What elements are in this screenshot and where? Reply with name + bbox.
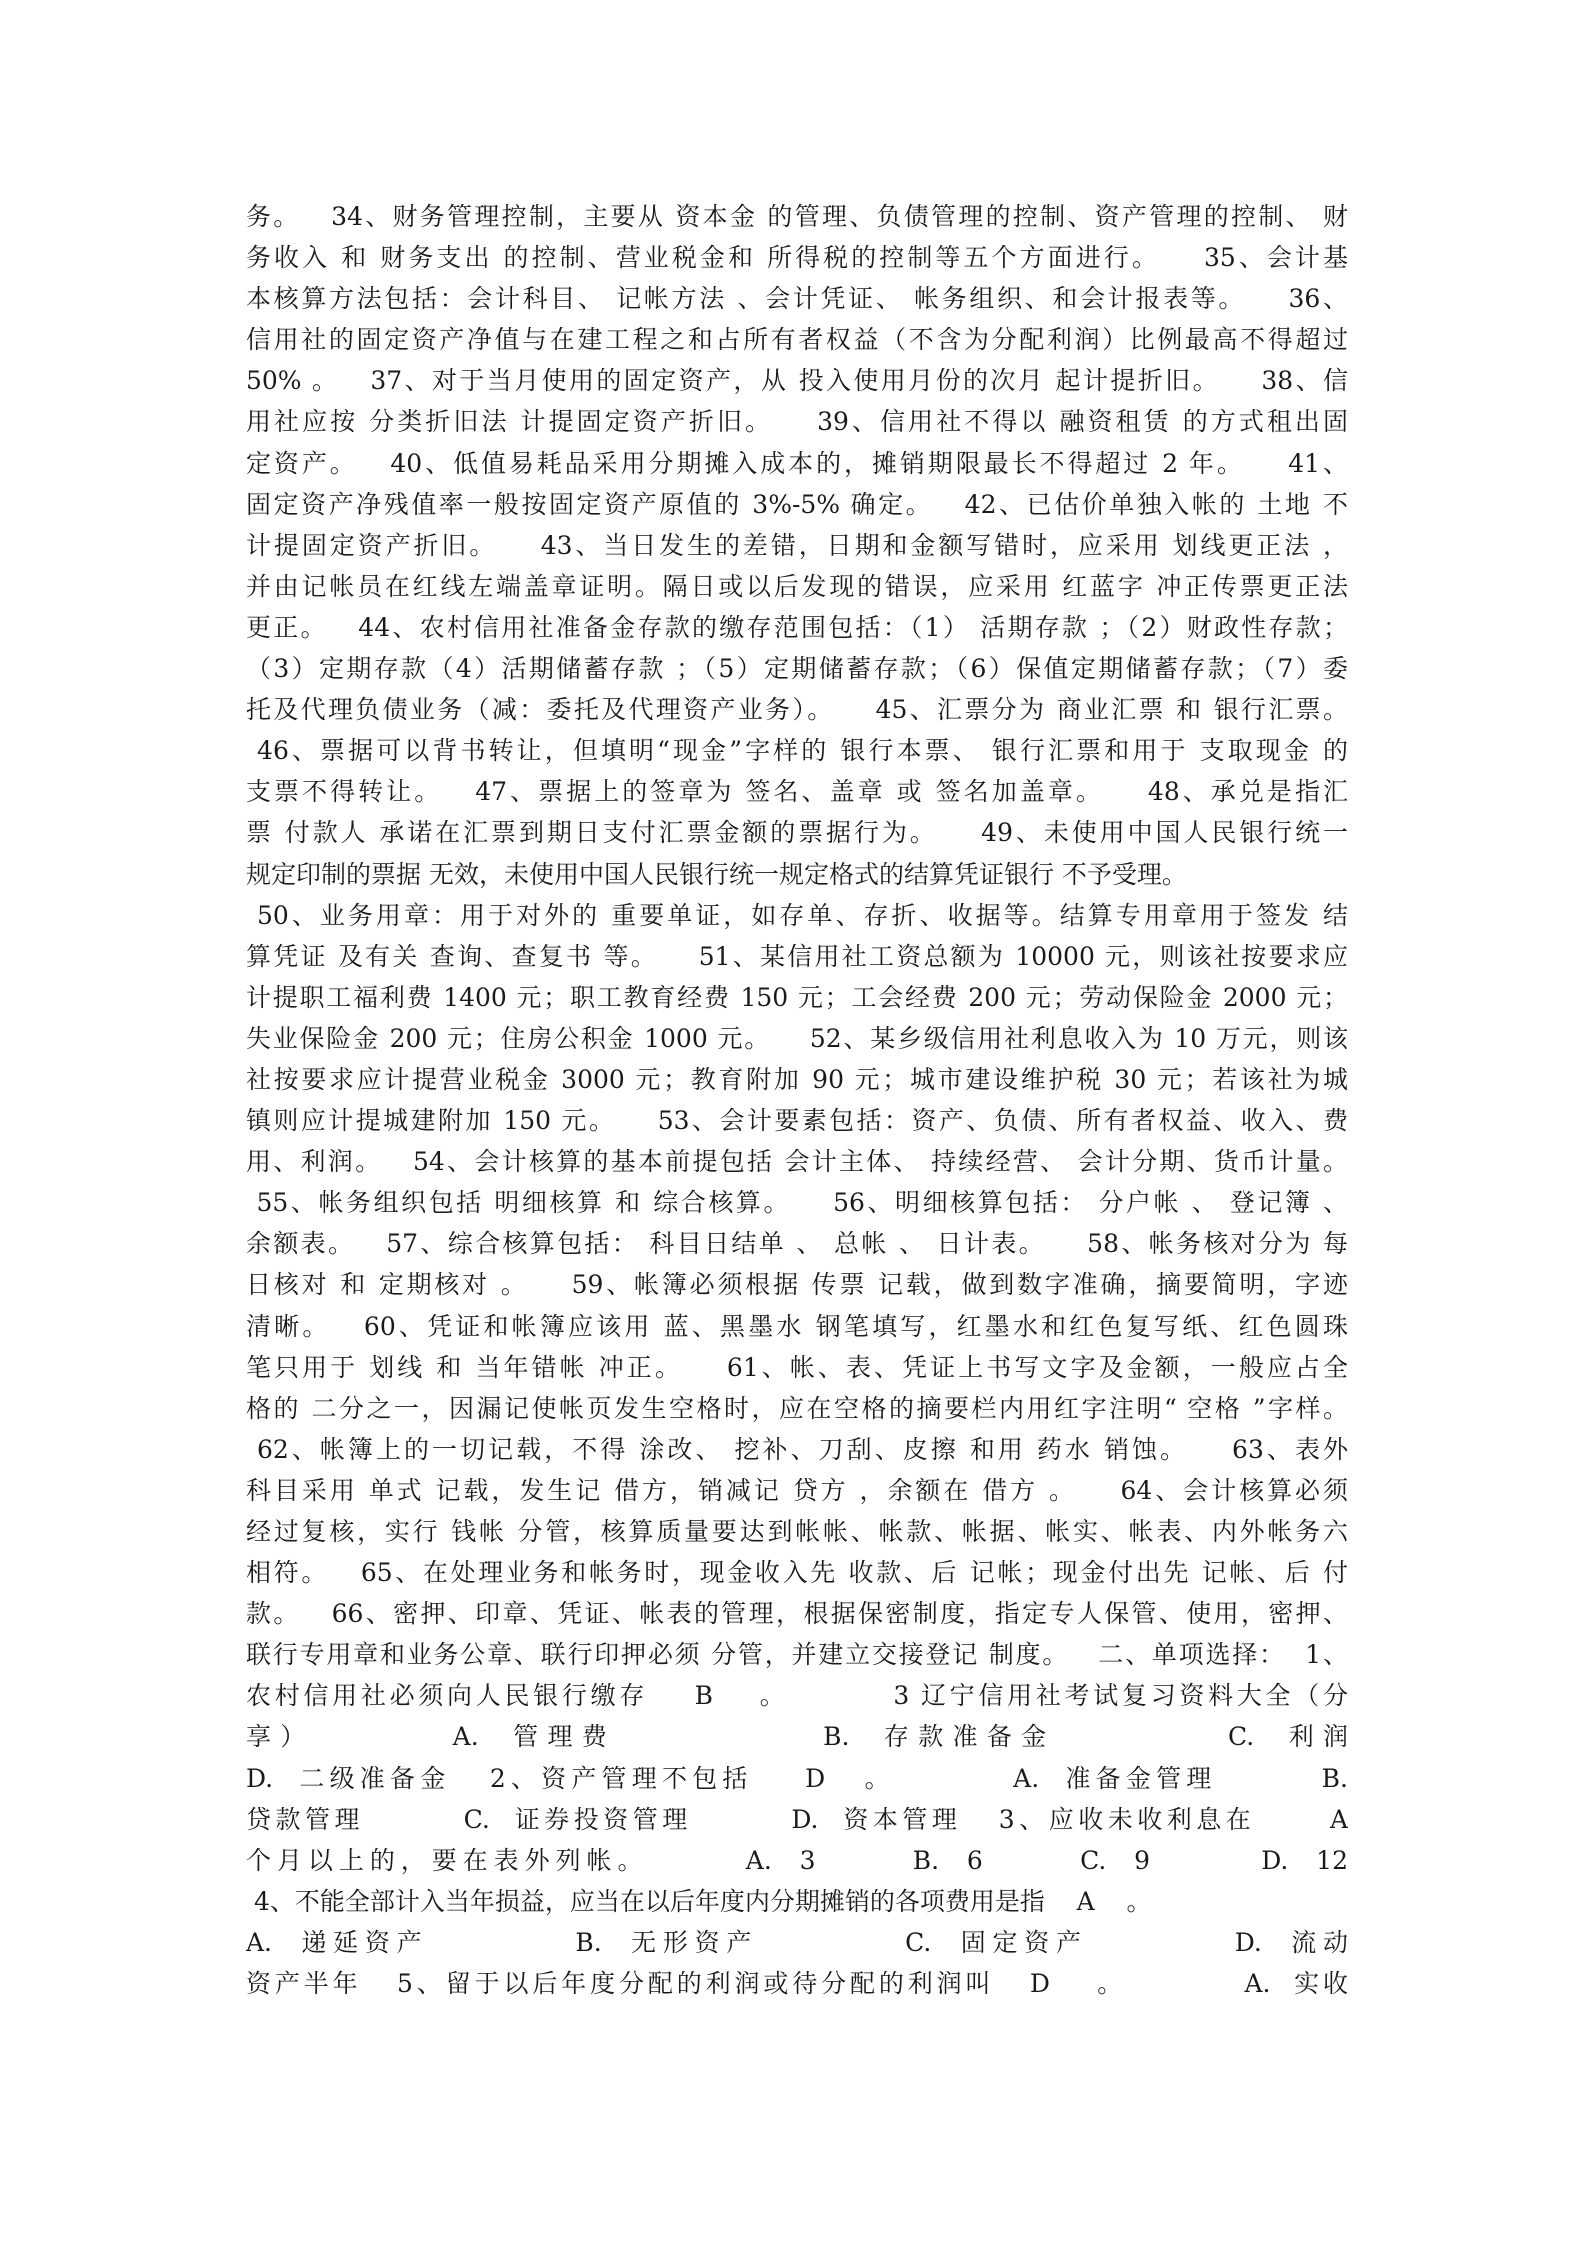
text-line: 联行专用章和业务公章、联行印押必须 分管，并建立交接登记 制度。 二、单项选择： 1、 <box>246 1640 1348 1670</box>
text-line: 用、利润。 54、会计核算的基本前提包括 会计主体、 持续经营、 会计分期、货币计量。 <box>246 1147 1348 1177</box>
text-line: 50% 。 37、对于当月使用的固定资产，从 投入使用月份的次月 起计提折旧。 38、信 <box>246 366 1348 396</box>
text-line: 固定资产净残值率一般按固定资产原值的 3%-5% 确定。 42、已估价单独入帐的 土地 不 <box>246 489 1348 519</box>
text-line: 经过复核，实行 钱帐 分管，核算质量要达到帐帐、帐款、帐据、帐实、帐表、内外帐务六 <box>246 1517 1348 1546</box>
text-line: 日核对 和 定期核对 。 59、帐簿必须根据 传票 记载，做到数字准确，摘要简明，字迹 <box>246 1270 1348 1300</box>
text-line: 并由记帐员在红线左端盖章证明。隔日或以后发现的错误，应采用 红蓝字 冲正传票更正法 <box>246 571 1348 601</box>
text-line: 定资产。 40、低值易耗品采用分期摊入成本的，摊销期限最长不得超过 2 年。 41、 <box>246 448 1348 478</box>
text-line: 笔只用于 划线 和 当年错帐 冲正。 61、帐、表、凭证上书写文字及金额，一般应占全 <box>246 1352 1348 1382</box>
text-line: 55、帐务组织包括 明细核算 和 综合核算。 56、明细核算包括： 分户帐 、 登记簿 、 <box>246 1188 1348 1218</box>
text-line: 支票不得转让。 47、票据上的签章为 签名、盖章 或 签名加盖章。 48、承兑是指汇 <box>246 777 1348 807</box>
text-line: 务收入 和 财务支出 的控制、营业税金和 所得税的控制等五个方面进行。 35、会计基 <box>246 243 1348 273</box>
text-line: 贷款管理 C. 证券投资管理 D. 资本管理 3、应收未收利息在 A <box>246 1804 1348 1834</box>
text-line: 享） A. 管理费 B. 存款准备金 C. 利润 <box>246 1722 1348 1752</box>
text-line: 格的 二分之一，因漏记使帐页发生空格时，应在空格的摘要栏内用红字注明“ 空格 ”字样。 <box>246 1393 1348 1423</box>
text-line: （3）定期存款（4）活期储蓄存款 ；（5）定期储蓄存款；（6）保值定期储蓄存款；（7）委 <box>246 654 1348 684</box>
text-line: 科目采用 单式 记载，发生记 借方，销减记 贷方 ，余额在 借方 。 64、会计核算必须 <box>246 1475 1348 1505</box>
text-line: 信用社的固定资产净值与在建工程之和占所有者权益（不含为分配利润）比例最高不得超过 <box>246 325 1348 355</box>
text-line: 票 付款人 承诺在汇票到期日支付汇票金额的票据行为。 49、未使用中国人民银行统一 <box>246 818 1348 848</box>
text-line: A. 递延资产 B. 无形资产 C. 固定资产 D. 流动 <box>246 1927 1348 1957</box>
text-line: 务。 34、财务管理控制，主要从 资本金 的管理、负债管理的控制、资产管理的控制、 财 <box>246 202 1348 231</box>
text-line: 算凭证 及有关 查询、查复书 等。 51、某信用社工资总额为 10000 元，则该社按要求应 <box>246 941 1348 971</box>
text-line: 62、帐簿上的一切记载，不得 涂改、 挖补、刀刮、皮擦 和用 药水 销蚀。 63、表外 <box>246 1434 1348 1464</box>
text-line: 相符。 65、在处理业务和帐务时，现金收入先 收款、后 记帐；现金付出先 记帐、后 付 <box>246 1558 1348 1588</box>
text-line: 本核算方法包括：会计科目、 记帐方法 、会计凭证、 帐务组织、和会计报表等。 36、 <box>246 284 1348 314</box>
text-line: 更正。 44、农村信用社准备金存款的缴存范围包括：（1） 活期存款 ；（2）财政性存款； <box>246 612 1348 642</box>
text-line: 4、不能全部计入当年损益，应当在以后年度内分期摊销的各项费用是指 A 。 <box>246 1886 1152 1916</box>
text-line: 清晰。 60、凭证和帐簿应该用 蓝、黑墨水 钢笔填写，红墨水和红色复写纸、红色圆珠 <box>246 1311 1348 1341</box>
text-line: 资产半年 5、留于以后年度分配的利润或待分配的利润叫 D 。 A. 实收 <box>246 1969 1348 1999</box>
text-line: 用社应按 分类折旧法 计提固定资产折旧。 39、信用社不得以 融资租赁 的方式租出固 <box>246 407 1348 437</box>
text-line: 余额表。 57、综合核算包括： 科目日结单 、 总帐 、 日计表。 58、帐务核对分为 每 <box>246 1229 1348 1259</box>
text-line: 个月以上的，要在表外列帐。 A. 3 B. 6 C. 9 D. 12 <box>246 1845 1348 1875</box>
text-line: 托及代理负债业务（减：委托及代理资产业务）。 45、汇票分为 商业汇票 和 银行汇票。 <box>246 695 1348 725</box>
text-line: 失业保险金 200 元；住房公积金 1000 元。 52、某乡级信用社利息收入为 10 万元，则该 <box>246 1023 1348 1053</box>
text-line: 农村信用社必须向人民银行缴存 B 。 3 辽宁信用社考试复习资料大全（分 <box>246 1681 1348 1711</box>
text-line: 计提职工福利费 1400 元；职工教育经费 150 元；工会经费 200 元；劳动保险金 2000 元； <box>246 982 1348 1012</box>
text-line: 规定印制的票据 无效，未使用中国人民银行统一规定格式的结算凭证银行 不予受理。 <box>246 859 1187 889</box>
text-line: 计提固定资产折旧。 43、当日发生的差错，日期和金额写错时，应采用 划线更正法 ， <box>246 530 1348 560</box>
text-line: 社按要求应计提营业税金 3000 元；教育附加 90 元；城市建设维护税 30 元；若该社为城 <box>246 1064 1348 1094</box>
text-line: 50、业务用章：用于对外的 重要单证，如存单、存折、收据等。结算专用章用于签发 结 <box>246 900 1348 930</box>
document-body <box>246 196 1348 2004</box>
text-line: D. 二级准备金 2、资产管理不包括 D 。 A. 准备金管理 B. <box>246 1763 1348 1793</box>
text-line: 镇则应计提城建附加 150 元。 53、会计要素包括：资产、负债、所有者权益、收入、费 <box>246 1106 1348 1136</box>
text-line: 款。 66、密押、印章、凭证、帐表的管理，根据保密制度，指定专人保管、使用，密押、 <box>246 1599 1348 1629</box>
text-line: 46、票据可以背书转让，但填明“现金”字样的 银行本票、 银行汇票和用于 支取现金 的 <box>246 736 1348 766</box>
